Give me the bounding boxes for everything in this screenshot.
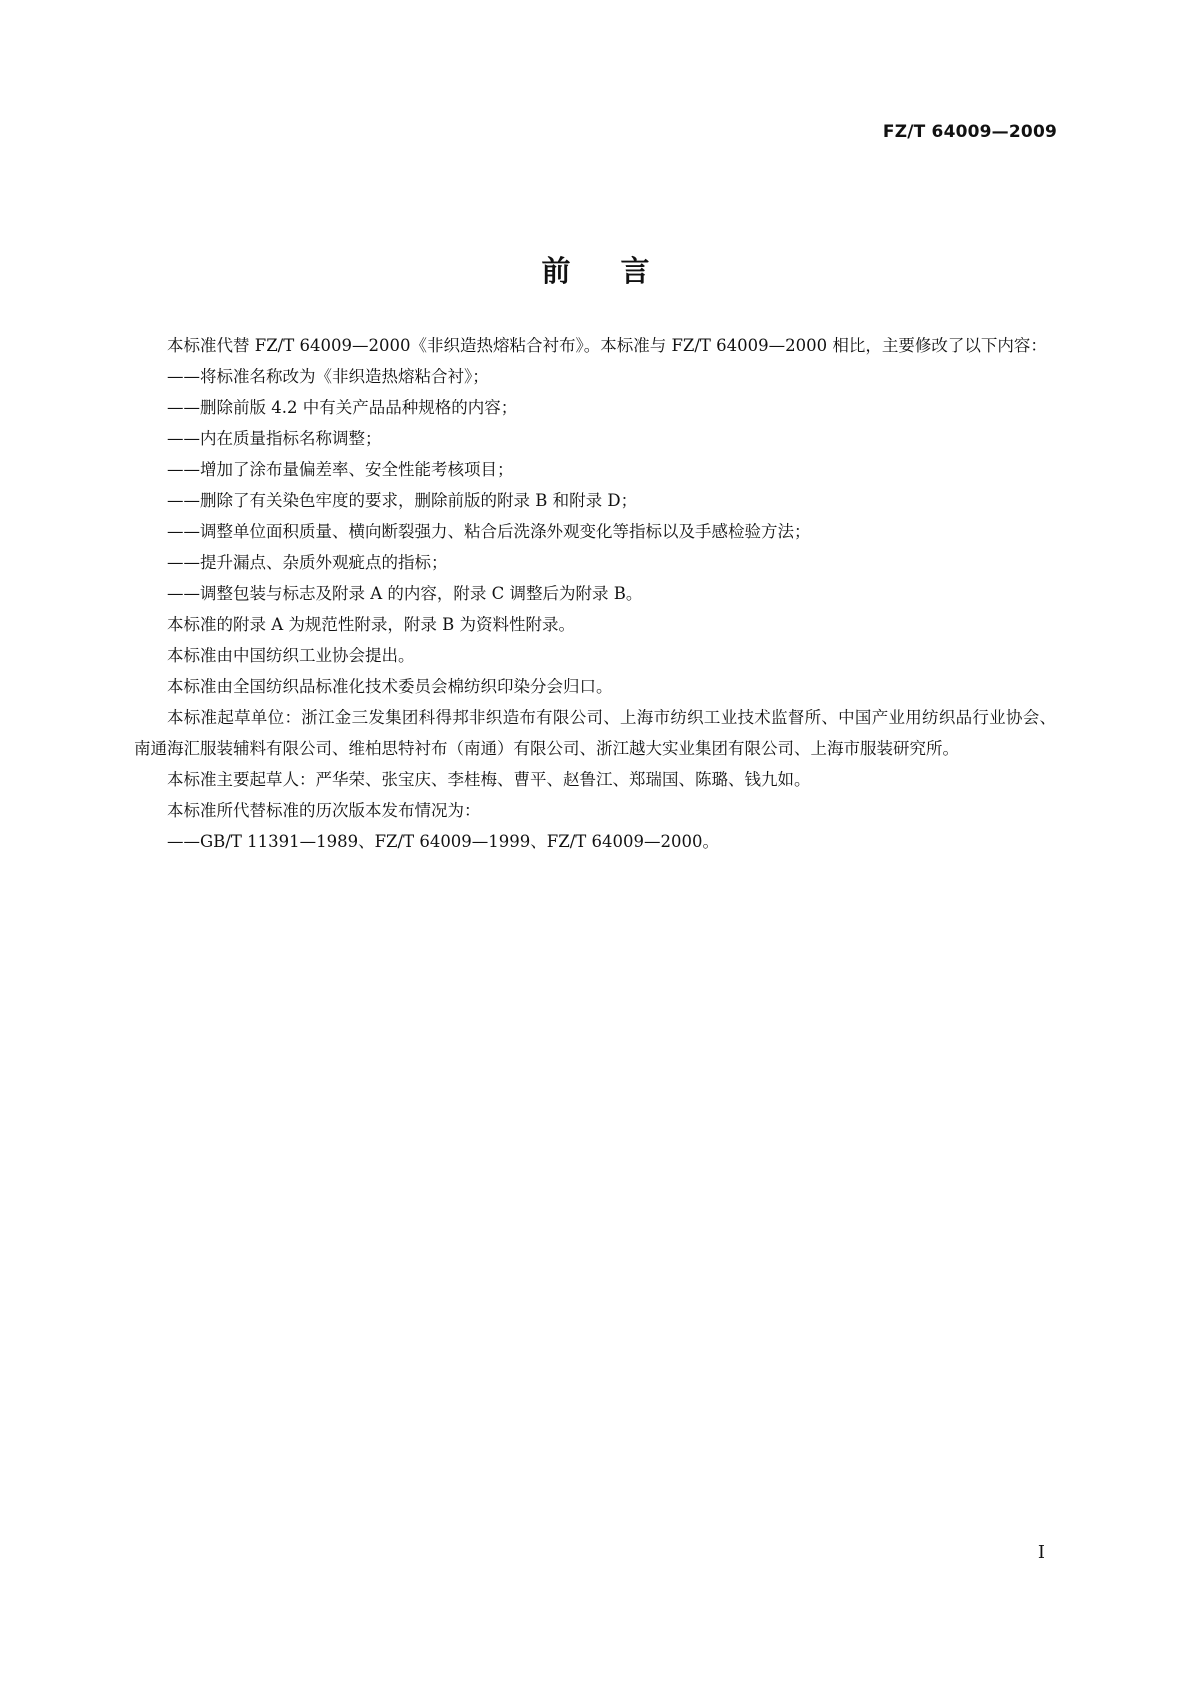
change-item: ——调整包装与标志及附录 A 的内容，附录 C 调整后为附录 B。	[167, 584, 643, 603]
change-item: ——增加了涂布量偏差率、安全性能考核项目；	[167, 460, 514, 479]
change-item: ——将标准名称改为《非织造热熔粘合衬》；	[167, 367, 489, 386]
change-item: ——删除前版 4.2 中有关产品品种规格的内容；	[167, 398, 518, 417]
change-item: ——调整单位面积质量、横向断裂强力、粘合后洗涤外观变化等指标以及手感检验方法；	[167, 522, 811, 541]
history-item: ——GB/T 11391—1989、FZ/T 64009—1999、FZ/T 64009—2000。	[167, 832, 720, 851]
proposed-by: 本标准由中国纺织工业协会提出。	[167, 646, 415, 665]
history-list	[134, 826, 1056, 857]
change-item: ——提升漏点、杂质外观疵点的指标；	[167, 553, 448, 572]
history-intro: 本标准所代替标准的历次版本发布情况为：	[167, 801, 481, 820]
document-body	[134, 330, 1056, 857]
page-number: I	[1037, 1542, 1045, 1563]
change-item: ——删除了有关染色牢度的要求，删除前版的附录 B 和附录 D；	[167, 491, 638, 510]
appendix-note: 本标准的附录 A 为规范性附录，附录 B 为资料性附录。	[167, 615, 576, 634]
centralized-by: 本标准由全国纺织品标准化技术委员会棉纺织印染分会归口。	[167, 677, 613, 696]
standard-number: FZ/T 64009—2009	[882, 122, 1057, 142]
changes-list	[134, 361, 1056, 609]
change-item: ——内在质量指标名称调整；	[167, 429, 382, 448]
intro-paragraph: 本标准代替 FZ/T 64009—2000《非织造热熔粘合衬布》。本标准与 FZ/T 64009—2000 相比，主要修改了以下内容：	[167, 336, 1047, 355]
page-title: 前言	[541, 254, 700, 289]
drafting-units: 本标准起草单位：浙江金三发集团科得邦非织造布有限公司、上海市纺织工业技术监督所、中国产业用纺织品行业协会、南通海汇服装辅料有限公司、维柏思特衬布（南通）有限公司、浙江越大实业集团有限公司、上海市服装研究所。	[134, 708, 1056, 758]
drafters: 本标准主要起草人：严华荣、张宝庆、李桂梅、曹平、赵鲁江、郑瑞国、陈璐、钱九如。	[167, 770, 811, 789]
